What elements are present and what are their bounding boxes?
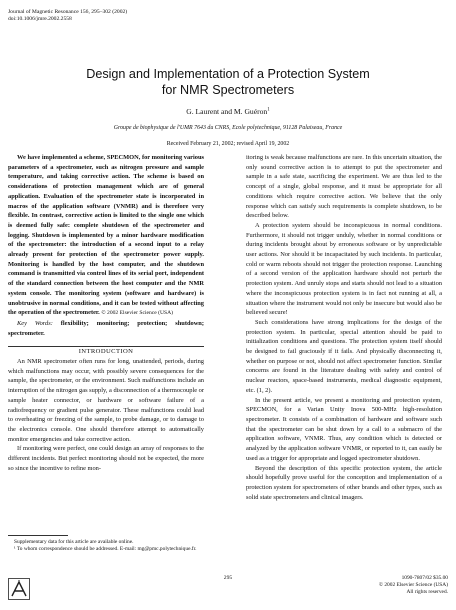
left-paragraph-1: An NMR spectrometer often runs for long, unattended, periods, during which malfunctions may occur, with possibly severe consequences for the sample, the spectrometer, or the environment. Such malfunctions include an interruption of the nitrogen gas supply, a disconnection of a thermocouple or sample heater connector, or hardware or software failure of a radiofrequency or gradient pulse generator. These malfunctions could lead to overheating or freezing of the sample, to probe damage, or to damage to the electronics console. One should therefore attempt to automatically monitor emergencies and take corrective action.	[8, 358, 204, 443]
footnote-divider	[8, 535, 68, 536]
publisher-logo-icon	[8, 578, 30, 600]
affiliation: Groupe de biophysique de l'UMR 7643 du CNRS, Ecole polytechnique, 91128 Palaiseau, France	[113, 125, 343, 131]
title-line-2: for NMR Spectrometers	[161, 82, 295, 97]
journal-citation: Journal of Magnetic Resonance 156, 295–302 (2002)	[8, 9, 128, 15]
issn-block	[379, 575, 448, 595]
author-footnote-mark: 1	[267, 107, 270, 113]
title-line-1: Design and Implementation of a Protection System	[86, 67, 370, 81]
footnotes	[8, 539, 204, 553]
author-names: G. Laurent and M. Guéron	[186, 107, 268, 116]
received-dates: Received February 21, 2002; revised April 19, 2002	[166, 141, 290, 147]
doi: doi:10.1006/jmre.2002.2558	[8, 16, 72, 22]
right-paragraph-1: itoring is weak because malfunctions are rare. In this uncertain situation, the only sound corrective action is to attempt to put the spectrometer and sample in a safe state, sacrificing the experiment. We are thus led to the concept of a single, global response, and it must be appropriate for all conditions which require corrective action. We believe that the only response which can satisfy such requirements is complete shutdown, to be described below.	[246, 154, 442, 220]
keywords-text: flexibility; monitoring; protection; shutdown; spectrometer.	[8, 319, 204, 337]
abstract-copyright: © 2002 Elsevier Science (USA)	[101, 310, 174, 317]
page-number: 295	[223, 575, 233, 581]
left-column	[8, 153, 204, 474]
right-paragraph-4: In the present article, we present a monitoring and protection system, SPECMON, for a Varian Unity Inova 500-MHz high-resolution spectrometer. It consists of a combination of hardware and software such that the spectrometer can be shut down by a call to a submacro of the application software, VNMR. Thus, any condition which is detected or analyzed by the application software VNMR, or reported to it, can easily be used as a trigger for appropriate and logged spectrometer shutdown.	[246, 396, 442, 462]
journal-header	[8, 9, 127, 23]
right-paragraph-3: Such considerations have strong implications for the design of the protection system. In particular, special attention should be paid to initialization conditions and questions. The protection system itself should be designed to fail graciously if it fails. And physically disconnecting it, whether on purpose or not, should not affect spectrometer function. Similar concerns are found in the literature dealing with safety and control of nuclear reactors, space-based instruments, medical diagnostic equipment, etc. (1, 2).	[246, 318, 442, 394]
right-paragraph-5: Beyond the description of this specific protection system, the article should hopefully prove useful for the conception and implementation of a protection system for spectrometers of other brands and other types, such as solid state spectrometers and clinical imagers.	[246, 464, 442, 501]
keywords-label: Key Words:	[17, 319, 53, 327]
paper-title	[0, 67, 456, 98]
issn-rights: All rights reserved.	[406, 588, 448, 595]
footnote-supplementary: Supplementary data for this article are available online.	[14, 539, 134, 545]
right-column	[246, 153, 442, 502]
authors	[0, 107, 456, 116]
issn-price: 1090-7807/02 $35.00	[401, 575, 448, 581]
section-heading-introduction: INTRODUCTION	[78, 348, 134, 356]
abstract	[8, 153, 204, 319]
right-paragraph-2: A protection system should be inconspicuous in normal conditions. Furthermore, it should not trigger unduly, whether in normal conditions or during incidents brought about by erroneous software or by unpredictable user actions. Nor should it be incapacitated by such incidents. In particular, cold or warm reboots should not trigger the protection response. Launching of a second version of the application hardware should not perturb the protection system. And unruly stops and starts should not lead to a situation where the inconspicuous protection system is in fact not running at all, a situation where the instrument would not only be insecure but would also be believed secure!	[246, 221, 442, 317]
abstract-text: We have implemented a scheme, SPECMON, for monitoring various parameters of a spectrometer, such as nitrogen pressure and sample temperature, and taking corrective action. The scheme is based on considerations of protection management which are of general application. Evaluation of the spectrometer state is incorporated in macros of the application software (VNMR) and is therefore very flexible. In contrast, corrective action is limited to the single one which is deemed fully safe: complete shutdown of the spectrometer and logging. Shutdown is implemented by a minor hardware modification of the spectrometer: the introduction of a second input to a relay already present for protection of the spectrometer power supply. Monitoring is handled by the host computer, and the shutdown command is transmitted via control lines of its serial port, independent of the standard connection between the host computer and the NMR system console. The monitoring system (software and hardware) is unobtrusive in normal conditions, and it can be tested without affecting the operation of the spectrometer.	[8, 154, 204, 317]
footnote-correspondence: ¹ To whom correspondence should be addressed. E-mail: mg@pmc.polytechnique.fr.	[14, 546, 197, 552]
keywords	[8, 319, 204, 338]
left-paragraph-2: If monitoring were perfect, one could design an array of responses to the different incidents. But perfect monitoring should not be expected, the more so since the incentive to refine mon-	[8, 445, 204, 472]
issn-copyright: © 2002 Elsevier Science (USA)	[378, 581, 448, 588]
